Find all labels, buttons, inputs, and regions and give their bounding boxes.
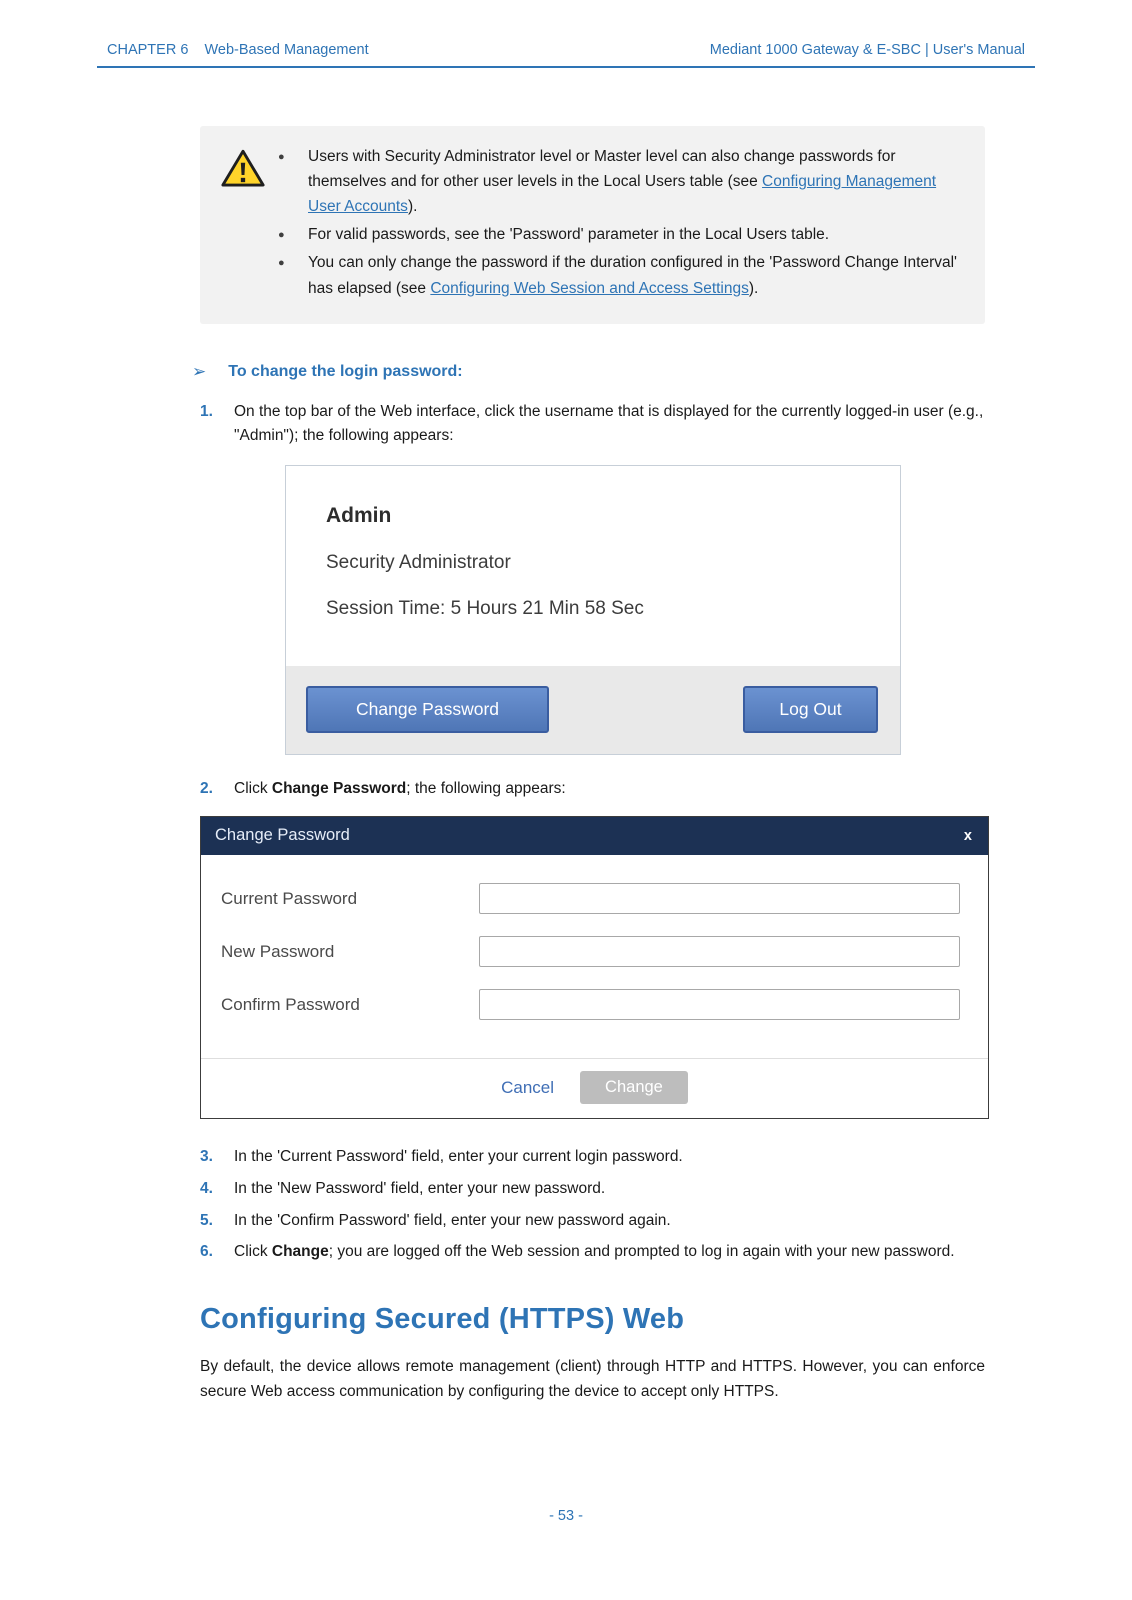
step-text-segment: In the 'Current Password' field, enter your current login password.: [234, 1148, 683, 1166]
procedure-steps: [200, 400, 985, 1266]
step-number: 5.: [200, 1211, 213, 1229]
step-text-segment: On the top bar of the Web interface, click the username that is displayed for the currently logged-in user (e.g., "Admin"); the following appears:: [234, 402, 984, 445]
step-number: 1.: [200, 402, 213, 420]
step-text-bold: Change: [271, 1243, 329, 1261]
step-4: [200, 1177, 985, 1202]
step-3: [200, 1145, 985, 1170]
step-number: 4.: [200, 1179, 213, 1197]
bullet-icon: ●: [278, 151, 285, 163]
user-menu-screenshot: [285, 465, 901, 755]
step-text-segment: ; you are logged off the Web session and prompted to log in again with your new password.: [328, 1243, 955, 1261]
step-number: 3.: [200, 1148, 213, 1166]
current-password-label: Current Password: [221, 888, 358, 908]
procedure-heading: [192, 362, 985, 382]
step-text-segment: In the 'Confirm Password' field, enter your new password again.: [234, 1211, 671, 1229]
user-menu-body: [286, 466, 900, 666]
log-out-button[interactable]: Log Out: [743, 686, 878, 733]
note-bullet-text: [308, 222, 959, 247]
note-text-segment: Users with Security Administrator level or Master level can also change passwords for themselves and for other user levels in the Local Users table (see: [308, 148, 896, 191]
note-bullet-text: [308, 250, 959, 300]
procedure-arrow-icon: ➢: [192, 361, 207, 381]
new-password-label: New Password: [221, 941, 335, 961]
change-password-button[interactable]: Change Password: [306, 686, 549, 733]
chapter-title: CHAPTER 6 Web-Based Management: [107, 42, 369, 58]
step-text-segment: In the 'New Password' field, enter your new password.: [234, 1179, 606, 1197]
page-header: [97, 42, 1035, 68]
step-text: [234, 1177, 985, 1202]
link-configuring-management-user-accounts[interactable]: Configuring Management User Accounts: [308, 173, 937, 216]
step-1: [200, 400, 985, 450]
step-number: 2.: [200, 780, 213, 798]
note-text-segment: ).: [748, 279, 759, 297]
step-text-bold: Change Password: [271, 780, 407, 798]
note-bullet-text: [308, 144, 959, 219]
step-text-segment: ; the following appears:: [406, 780, 566, 798]
note-bullet: [272, 250, 959, 300]
confirm-password-label: Confirm Password: [221, 994, 360, 1014]
page-number: - 53 -: [549, 1508, 583, 1524]
change-button[interactable]: Change: [580, 1071, 688, 1104]
note-text-segment: ).: [407, 198, 418, 216]
current-password-field: [221, 883, 960, 914]
procedure-title: To change the login password:: [228, 362, 463, 380]
warning-icon: [214, 144, 272, 304]
note-list: [272, 144, 959, 304]
user-menu-footer: [286, 666, 900, 754]
session-time-label: Session Time: 5 Hours 21 Min 58 Sec: [326, 598, 644, 620]
dialog-title: Change Password: [215, 826, 350, 845]
new-password-field: [221, 936, 960, 967]
step-text: [234, 1145, 985, 1170]
step-text: [234, 400, 985, 450]
step-text: [234, 1209, 985, 1234]
step-number: 6.: [200, 1243, 213, 1261]
confirm-password-field: [221, 989, 960, 1020]
step-2: [200, 777, 985, 802]
close-icon[interactable]: x: [963, 827, 972, 844]
section-title: Configuring Secured (HTTPS) Web: [200, 1303, 685, 1336]
cancel-button[interactable]: Cancel: [501, 1077, 555, 1097]
dialog-footer: [201, 1058, 988, 1118]
note-text-segment: For valid passwords, see the 'Password' parameter in the Local Users table.: [308, 226, 830, 244]
bullet-icon: ●: [278, 257, 285, 270]
step-6: [200, 1240, 985, 1265]
link-configuring-web-session-access-settings[interactable]: Configuring Web Session and Access Settings: [430, 279, 749, 297]
step-text: [234, 1240, 985, 1265]
confirm-password-input[interactable]: [479, 989, 960, 1020]
step-text-segment: Click: [234, 1243, 272, 1261]
step-text-segment: Click: [234, 780, 272, 798]
step-5: [200, 1209, 985, 1234]
note-bullet: [272, 144, 959, 219]
bullet-icon: ●: [278, 229, 285, 242]
current-password-input[interactable]: [479, 883, 960, 914]
username-label: Admin: [326, 504, 392, 528]
note-bullet: [272, 222, 959, 247]
step-text: [234, 777, 985, 802]
dialog-header: [201, 817, 988, 855]
change-password-dialog: [200, 816, 989, 1119]
new-password-input[interactable]: [479, 936, 960, 967]
note-box: [200, 126, 985, 324]
user-role-label: Security Administrator: [326, 552, 511, 574]
manual-title: Mediant 1000 Gateway & E-SBC | User's Manual: [709, 42, 1025, 58]
section-paragraph: By default, the device allows remote management (client) through HTTP and HTTPS. However, you can enforce secure Web access communication by configuring the device to accept only HTTPS.: [200, 1358, 985, 1401]
dialog-body: [201, 855, 988, 1058]
note-text-segment: You can only change the password if the duration configured in the 'Password Change Interval' has elapsed (see: [308, 254, 958, 297]
